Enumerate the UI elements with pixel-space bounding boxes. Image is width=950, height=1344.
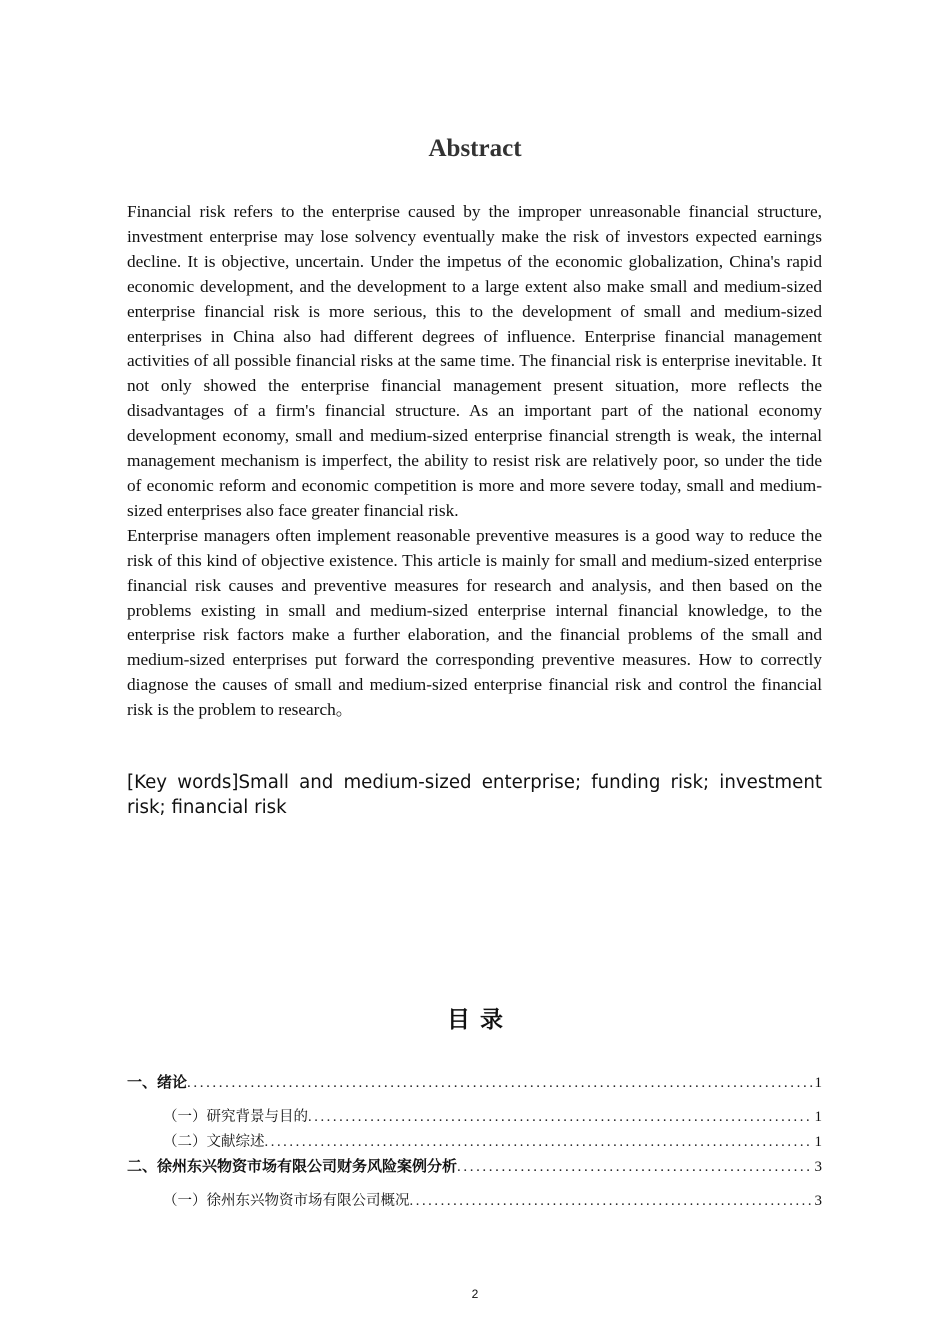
abstract-paragraph-1: Financial risk refers to the enterprise caused by the improper unreasonable financial structure, investment enterprise may lose solvency eventually make the risk of investors expected earnings decline. It is objective, uncertain. Under the impetus of the economic globalization, China's rapid economic development, and the development to a large extent also make small and medium-sized enterprise financial risk is more serious, this to the development of small and medium-sized enterprises in China also had different degrees of influence. Enterprise financial management activities of all possible financial risks at the same time. The financial risk is enterprise inevitable. It not only showed the enterprise financial management present situation, more reflects the disadvantages of a firm's financial structure. As an important part of the national economy development economy, small and medium-sized enterprise financial strength is weak, the internal management mechanism is imperfect, the ability to resist risk are relatively poor, so under the tide of economic reform and economic competition is more and more severe today, small and medium-sized enterprises also face greater financial risk. xyxy=(127,202,822,520)
toc-entry-section-1-1[interactable] xyxy=(163,1107,822,1127)
toc-page-number: 1 xyxy=(814,1109,822,1125)
toc-entry-label: （一）徐州东兴物资市场有限公司概况 xyxy=(163,1193,410,1209)
toc-entry-label: 二、徐州东兴物资市场有限公司财务风险案例分析 xyxy=(127,1157,458,1175)
toc-entry-label: （一）研究背景与目的 xyxy=(163,1109,308,1125)
toc-page-number: 1 xyxy=(814,1134,822,1150)
toc-entry-chapter-2[interactable] xyxy=(127,1156,822,1177)
abstract-heading: Abstract xyxy=(428,135,522,162)
toc-entry-label: 一、绪论 xyxy=(127,1073,188,1091)
toc-leader-dots xyxy=(265,1132,813,1152)
page-number: 2 xyxy=(471,1287,479,1301)
abstract-paragraph-2: Enterprise managers often implement reasonable preventive measures is a good way to reduce the risk of this kind of objective existence. This article is mainly for small and medium-sized enterprise financial risk causes and preventive measures for research and analysis, and then based on the problems existing in small and medium-sized enterprise internal financial knowledge, to the enterprise risk factors make a further elaboration, and the financial problems of the small and medium-sized enterprises put forward the corresponding preventive measures. How to correctly diagnose the causes of small and medium-sized enterprise financial risk and control the financial risk is the problem to research。 xyxy=(127,525,822,720)
toc-page-number: 3 xyxy=(814,1159,822,1175)
toc-entry-label: （二）文献综述 xyxy=(163,1134,265,1150)
toc-entry-chapter-1[interactable] xyxy=(127,1072,822,1093)
toc-entry-section-1-2[interactable] xyxy=(163,1132,822,1152)
toc-leader-dots xyxy=(187,1073,812,1093)
abstract-body xyxy=(127,200,822,723)
toc-leader-dots xyxy=(308,1107,813,1127)
keywords-line: [Key words]Small and medium-sized enterprise; funding risk; investment risk; financial risk xyxy=(127,772,822,818)
toc-leader-dots xyxy=(410,1191,813,1211)
toc-page-number: 1 xyxy=(814,1075,822,1091)
toc-entry-section-2-1[interactable] xyxy=(163,1191,822,1211)
toc-leader-dots xyxy=(457,1157,812,1177)
toc-heading: 目录 xyxy=(447,1007,513,1033)
toc-page-number: 3 xyxy=(814,1193,822,1209)
